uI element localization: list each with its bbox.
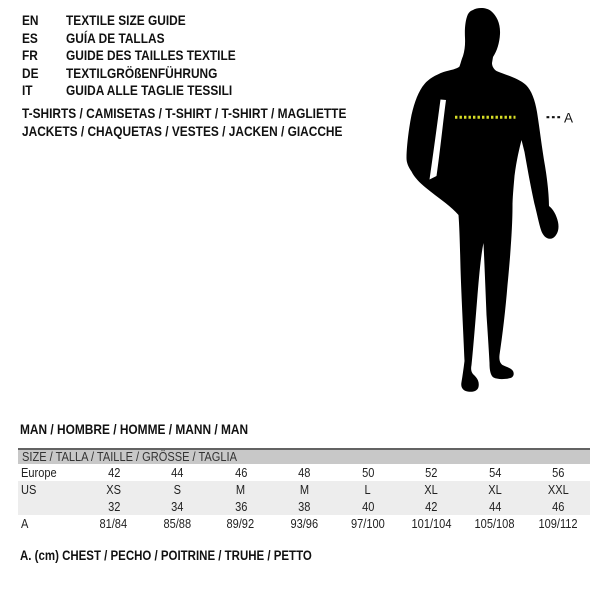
size-cell: XS [106,482,122,497]
measurement-footnote [20,548,363,563]
size-cell: 40 [361,499,374,514]
size-cell: 46 [552,499,565,514]
footnote-text: A. (cm) CHEST / PECHO / POITRINE / TRUHE / PETTO [20,548,312,563]
size-cell: 44 [171,465,184,480]
language-code: DE [22,64,39,81]
language-row-es [22,30,266,48]
language-row-en [22,12,266,30]
size-cell: 44 [488,499,501,514]
table-row-chest [18,515,590,532]
row-label: US [21,482,37,497]
size-cell: 50 [361,465,374,480]
size-cell: 42 [425,499,438,514]
language-title: GUIDE DES TAILLES TEXTILE [66,47,236,63]
size-cell: 36 [234,499,247,514]
language-title: TEXTILGRÖßENFÜHRUNG [66,64,218,81]
man-silhouette-figure [395,0,600,400]
table-header [18,450,590,464]
size-cell: S [173,482,181,497]
size-cell: 46 [234,465,247,480]
row-label: Europe [21,465,57,480]
table-row-europe [18,464,590,481]
size-cell: 81/84 [99,516,128,531]
size-cell: 97/100 [350,516,385,531]
size-cell: 56 [552,465,565,480]
size-table [18,448,590,532]
language-title: TEXTILE SIZE GUIDE [66,12,186,28]
size-cell: 54 [488,465,501,480]
size-cell: 101/104 [411,516,452,531]
size-cell: XL [487,482,502,497]
man-silhouette [407,8,559,392]
size-cell: XXL [547,482,569,497]
size-cell: 109/112 [538,516,578,531]
size-cell: 52 [425,465,438,480]
language-row-fr [22,47,266,65]
language-title: GUIDA ALLE TAGLIE TESSILI [66,82,233,98]
size-cell: 93/96 [290,516,319,531]
language-legend [22,12,266,100]
category-line-jackets: JACKETS / CHAQUETAS / VESTES / JACKEN / GIACCHE [22,122,343,139]
section-title-text: MAN / HOMBRE / HOMME / MANN / MAN [20,421,249,437]
language-code: EN [22,12,39,28]
size-cell: 38 [298,499,311,514]
category-line-tshirts: T-SHIRTS / CAMISETAS / T-SHIRT / T-SHIRT / MAGLIETTE [22,105,347,121]
measurement-figure [395,0,600,400]
language-code: FR [22,47,38,63]
row-label: A [21,516,29,531]
language-code: IT [22,82,33,98]
size-cell: L [364,482,371,497]
table-row-us [18,481,590,498]
size-cell: M [299,482,309,497]
size-cell: M [236,482,246,497]
size-cell: 48 [298,465,311,480]
section-title [20,421,288,437]
language-title: GUÍA DE TALLAS [66,29,165,46]
garment-categories [22,105,404,140]
table-row-us-numeric [18,498,590,515]
size-cell: 105/108 [474,516,515,531]
size-cell: 85/88 [163,516,192,531]
row-label [18,498,82,515]
language-code: ES [22,29,38,46]
size-cell: 32 [107,499,120,514]
size-cell: 42 [107,465,120,480]
measurement-label-a: A [564,110,574,126]
table-header-text: SIZE / TALLA / TAILLE / GRÖSSE / TAGLIA [22,449,237,464]
size-cell: 89/92 [226,516,255,531]
language-row-it [22,82,266,100]
size-cell: 34 [171,499,184,514]
size-cell: XL [424,482,439,497]
language-row-de [22,65,266,83]
